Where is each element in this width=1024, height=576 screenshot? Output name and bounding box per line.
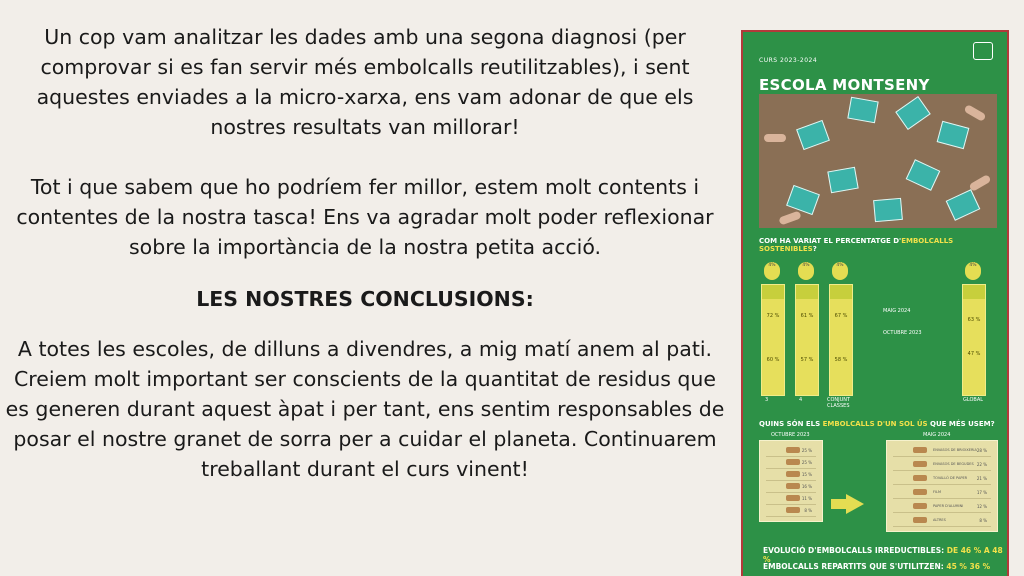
logo-icon bbox=[973, 42, 993, 60]
footer-line-2: EMBOLCALLS REPARTITS QUE S'UTILITZEN: 45 % 36 % bbox=[763, 562, 991, 571]
legend-maig: MAIG 2024 bbox=[883, 308, 911, 314]
bar-global: 63 % 47 % bbox=[962, 284, 986, 396]
poster-course: CURS 2023-2024 bbox=[759, 57, 818, 64]
footer-line-1: EVOLUCIÓ D'EMBOLCALLS IRREDUCTIBLES: DE 46 % A 48 % bbox=[763, 546, 1003, 564]
bar-conjunt: 67 % 58 % bbox=[829, 284, 853, 396]
conclusions-heading: LES NOSTRES CONCLUSIONS: bbox=[196, 287, 534, 311]
question-2: QUINS SÓN ELS EMBOLCALLS D'UN SOL ÚS QUE MÉS USEM? bbox=[759, 420, 995, 428]
paragraph-2: Tot i que sabem que ho podríem fer millor, estem molt contents i contentes de la nostra tasca! Ens va agradar molt poder reflexionar sobre la importància de la nostra petita acció. bbox=[16, 175, 714, 259]
left-ranking-box: 25 % 25 % 15 % 16 % 11 % 8 % bbox=[759, 440, 823, 522]
photo-students-cards bbox=[759, 94, 997, 228]
bar-3: 72 % 60 % bbox=[761, 284, 785, 396]
right-ranking-box: ENVASOS DE BRIOIXERIA 28 % ENVASOS DE BEGUDES 22 % TOVALLÓ DE PAPER 21 % FILM 17 % PAPER D'ALUMINI 12 % ALTRES 8 % bbox=[886, 440, 998, 532]
question-1: COM HA VARIAT EL PERCENTATGE D'EMBOLCALLS SOSTENIBLES? bbox=[759, 237, 954, 253]
text-column bbox=[0, 22, 730, 484]
infographic-poster: CURS 2023-2024 ESCOLA MONTSENY COM HA VARIAT EL PERCENTATGE D'EMBOLCALLS SOSTENIBLES? 4% 4% 4% 4% 72 % 60 % 61 % 57 % 67 % 58 % 63 % 47 % 3 4 CONJUNT CLASSES GLOBAL MAIG 2024 OCTUBRE 2023 QUINS SÓN ELS EMBOLCALLS D'UN SOL ÚS QUE MÉS USEM? OCTUBRE 2023 MAIG 2024 25 % 25 % 15 % 16 % 11 % 8 % ENVASOS DE BRIOIXERIA 28 % ENVASOS DE BEGUDES 22 % TOVALLÓ DE PAPER 21 % FILM 17 % PAPER D'ALUMINI 12 % ALTRES 8 % EVOLUCIÓ D'EMBOLCALLS IRREDUCTIBLES: DE 46 % A 48 % EMBOLCALLS REPARTITS QUE S'UTILITZEN: 45 % 36 % bbox=[741, 30, 1009, 576]
poster-school-title: ESCOLA MONTSENY bbox=[759, 76, 930, 94]
paragraph-1: Un cop vam analitzar les dades amb una segona diagnosi (per comprovar si es fan servir més embolcalls reutilitzables), i sent aquestes enviades a la micro-xarxa, ens vam adonar de que els nostres resultats van millorar! bbox=[36, 25, 694, 139]
paragraph-3: A totes les escoles, de dilluns a divendres, a mig matí anem al pati. Creiem molt important ser conscients de la quantitat de residus que es generen durant aquest àpat i per tant, ens sentim responsables de posar el nostre granet de sorra per a cuidar el planeta. Continuarem treballant durant el curs vinent! bbox=[5, 337, 725, 481]
bar-4: 61 % 57 % bbox=[795, 284, 819, 396]
arrow-icon bbox=[831, 499, 847, 509]
legend-octubre: OCTUBRE 2023 bbox=[883, 330, 922, 336]
